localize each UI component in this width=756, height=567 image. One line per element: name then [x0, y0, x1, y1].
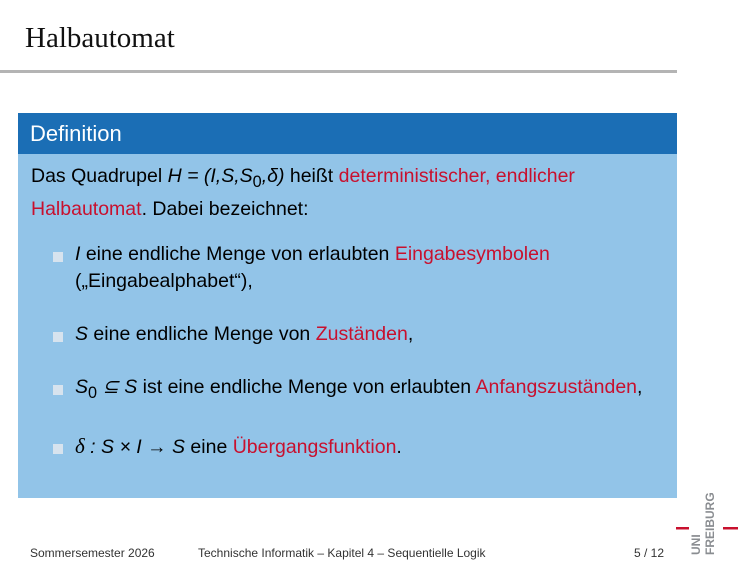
item-term: Zuständen — [315, 322, 408, 345]
list-item — [31, 241, 665, 295]
item-tail: („Eingabealphabet“), — [75, 269, 253, 292]
intro-math-sub: 0 — [252, 172, 262, 191]
item-symbol: δ — [75, 433, 85, 458]
footer-semester: Sommersemester 2026 — [30, 546, 155, 560]
intro-text-3: . Dabei bezeichnet: — [141, 197, 309, 220]
footer-page-number: 5 / 12 — [634, 546, 665, 560]
logo-red-bar-left — [676, 527, 689, 530]
bullet-square — [53, 444, 63, 454]
intro-text-2: heißt — [284, 165, 339, 187]
footer-course: Technische Informatik – Kapitel 4 – Sequentielle Logik — [198, 546, 486, 560]
definition-intro — [31, 163, 665, 223]
intro-term: deterministischer, endlicher Halbautomat — [31, 165, 575, 220]
item-tail: , — [407, 322, 414, 345]
item-term: Eingabesymbolen — [394, 242, 550, 265]
logo-text-uni: UNI — [689, 534, 703, 555]
definition-list — [31, 241, 665, 461]
definition-block — [18, 113, 677, 498]
logo-text-freiburg: FREIBURG — [703, 492, 717, 555]
logo-red-bar-right — [723, 527, 738, 530]
item-operator: ⊆ S — [97, 375, 138, 398]
frame-title: Halbautomat — [25, 22, 175, 54]
item-text: ist eine endliche Menge von erlaubten — [137, 375, 476, 398]
item-operator: : S × I → S — [84, 435, 186, 458]
item-text: eine — [185, 435, 233, 458]
list-item — [31, 433, 665, 461]
list-item — [31, 374, 665, 407]
item-tail: , — [637, 375, 643, 398]
bullet-square — [53, 252, 63, 262]
title-rule — [0, 70, 677, 73]
item-term: Anfangszuständen — [475, 375, 638, 398]
bullet-square — [53, 332, 63, 342]
intro-text-1: Das Quadrupel — [31, 165, 168, 187]
item-symbol-sub: 0 — [88, 383, 98, 402]
item-text: eine endliche Menge von erlaubten — [80, 242, 395, 265]
item-symbol: S — [75, 375, 89, 398]
list-item — [31, 321, 665, 348]
item-text: eine endliche Menge von — [88, 322, 316, 345]
item-symbol: I — [75, 242, 81, 265]
block-heading: Definition — [18, 113, 677, 154]
intro-math: H = (I,S,S — [167, 165, 253, 187]
block-body — [18, 154, 677, 461]
item-symbol: S — [75, 322, 89, 345]
item-tail: . — [396, 435, 402, 458]
intro-math-2: ,δ) — [261, 165, 285, 187]
item-term: Übergangsfunktion — [232, 435, 397, 458]
university-logo — [676, 478, 738, 558]
bullet-square — [53, 385, 63, 395]
